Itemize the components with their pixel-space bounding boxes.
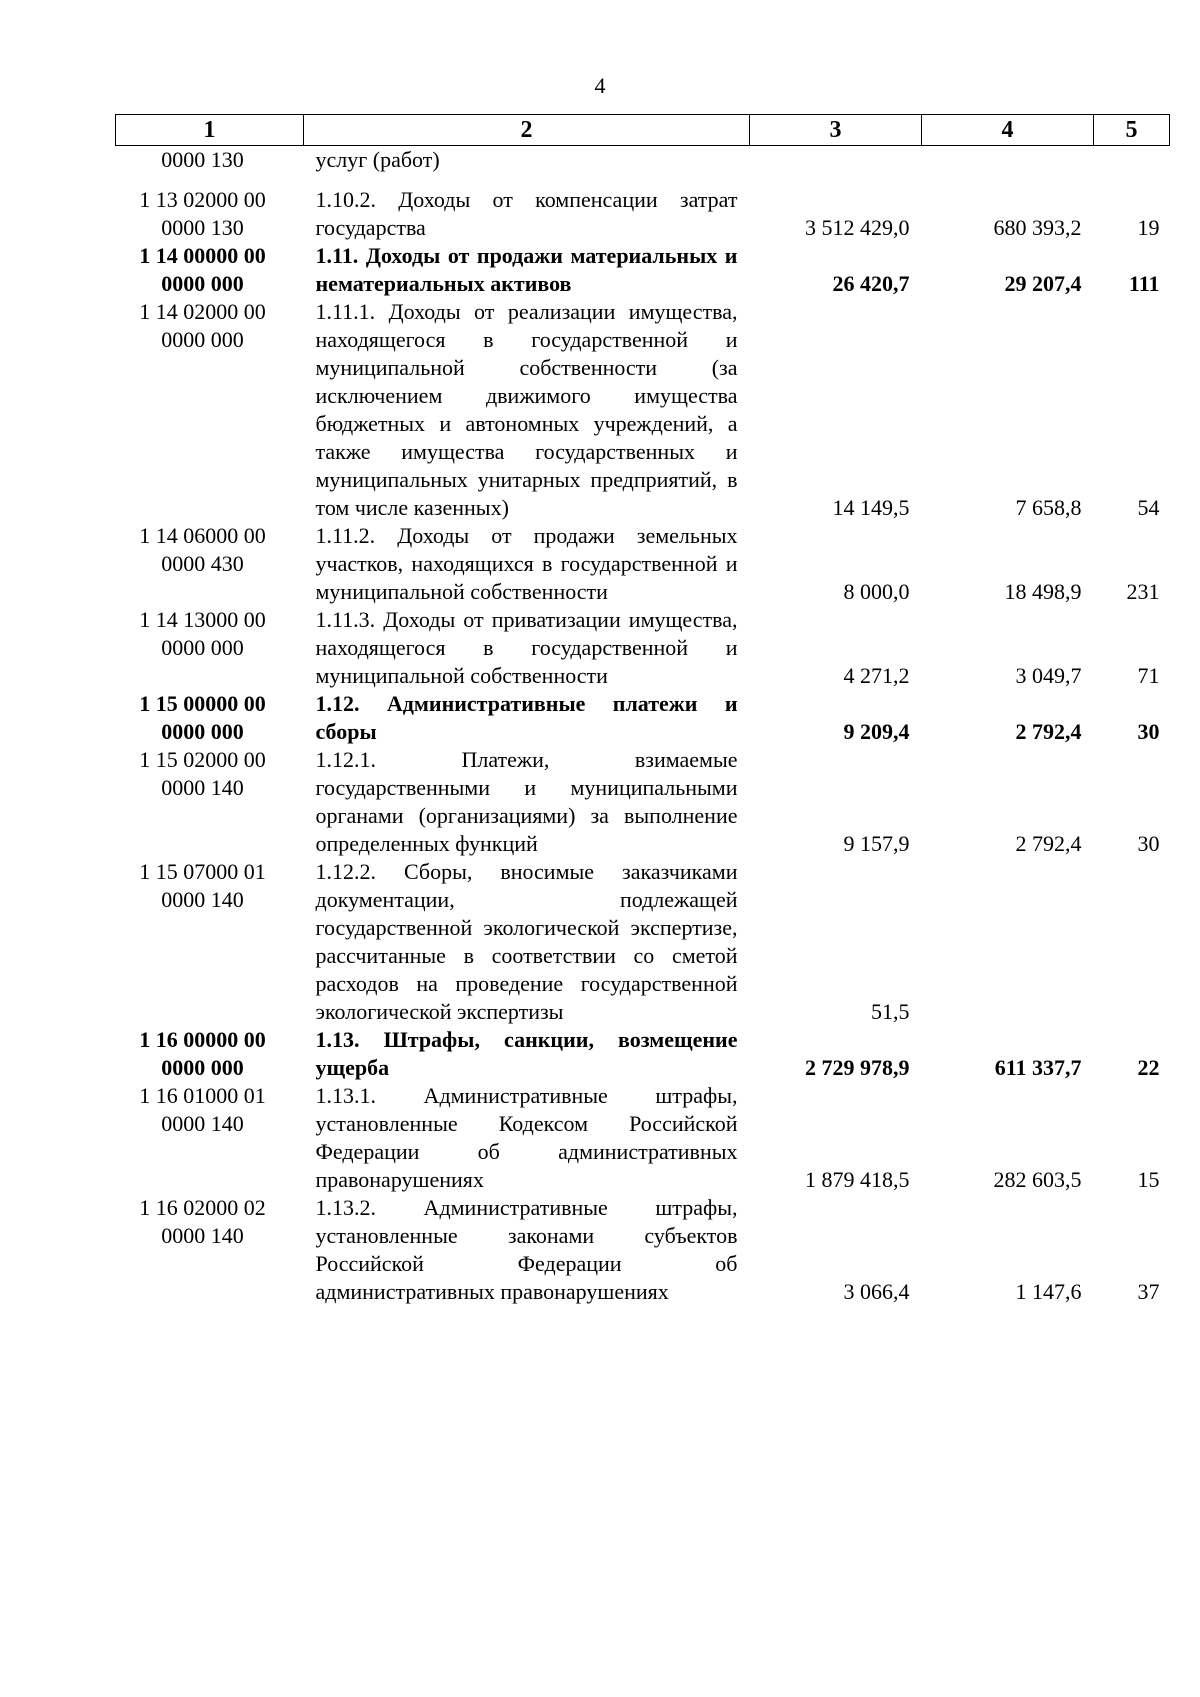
percent-value: [1094, 146, 1170, 187]
actual-value: 29 207,4: [1004, 271, 1082, 296]
plan-value: 2 729 978,9: [805, 1055, 910, 1080]
budget-code: 0000 130: [161, 147, 244, 172]
actual-value: 2 792,4: [1015, 719, 1082, 744]
budget-code: 1 13 02000 00 0000 130: [139, 187, 266, 240]
percent-value: 15: [1137, 1167, 1160, 1192]
revenue-name: услуг (работ): [315, 147, 440, 172]
table-row: [116, 186, 1170, 242]
header-row: [116, 115, 1170, 146]
actual-value: 2 792,4: [1015, 831, 1082, 856]
table-row: [116, 1026, 1170, 1082]
percent-value: 37: [1137, 1279, 1160, 1304]
header-col-1: 1: [116, 115, 304, 146]
percent-value: [1094, 858, 1170, 1026]
percent-value: 22: [1137, 1055, 1160, 1080]
header-col-4: 4: [922, 115, 1094, 146]
percent-value: 30: [1137, 831, 1160, 856]
revenue-name: 1.13.1. Административные штрафы, установленные Кодексом Российской Федерации об административных правонарушениях: [315, 1083, 738, 1192]
budget-code: 1 14 06000 00 0000 430: [139, 523, 266, 576]
budget-code: 1 15 00000 00 0000 000: [139, 691, 266, 744]
revenue-name: 1.11. Доходы от продажи материальных и нематериальных активов: [315, 243, 738, 296]
actual-value: [922, 858, 1094, 1026]
budget-code: 1 14 02000 00 0000 000: [139, 299, 266, 352]
plan-value: 26 420,7: [832, 271, 910, 296]
header-col-3: 3: [750, 115, 922, 146]
revenue-name: 1.12.1. Платежи, взимаемые государственными и муниципальными органами (организациями) за выполнение определенных функций: [315, 747, 738, 856]
table-row: [116, 522, 1170, 606]
revenue-name: 1.13.2. Административные штрафы, установленные законами субъектов Российской Федерации об административных правонарушениях: [315, 1195, 738, 1304]
plan-value: 4 271,2: [843, 663, 910, 688]
table-header: [116, 115, 1170, 146]
header-col-5: 5: [1094, 115, 1170, 146]
actual-value: 7 658,8: [1015, 495, 1082, 520]
percent-value: 231: [1126, 579, 1160, 604]
plan-value: 3 512 429,0: [805, 215, 910, 240]
actual-value: 680 393,2: [993, 215, 1082, 240]
actual-value: 3 049,7: [1015, 663, 1082, 688]
actual-value: 18 498,9: [1004, 579, 1082, 604]
plan-value: 1 879 418,5: [805, 1167, 910, 1192]
table-body: [116, 146, 1170, 1307]
table-row: [116, 146, 1170, 187]
actual-value: 611 337,7: [994, 1055, 1082, 1080]
actual-value: 1 147,6: [1015, 1279, 1082, 1304]
budget-code: 1 14 13000 00 0000 000: [139, 607, 266, 660]
actual-value: [922, 146, 1094, 187]
budget-code: 1 16 00000 00 0000 000: [139, 1027, 266, 1080]
revenue-name: 1.12. Административные платежи и сборы: [315, 691, 738, 744]
plan-value: 3 066,4: [843, 1279, 910, 1304]
table-row: [116, 606, 1170, 690]
percent-value: 54: [1137, 495, 1160, 520]
revenue-name: 1.11.2. Доходы от продажи земельных участков, находящихся в государственной и муниципальной собственности: [315, 523, 738, 604]
plan-value: 14 149,5: [832, 495, 910, 520]
budget-code: 1 14 00000 00 0000 000: [139, 243, 266, 296]
revenue-name: 1.10.2. Доходы от компенсации затрат государства: [315, 187, 738, 240]
plan-value: 9 157,9: [843, 831, 910, 856]
table-row: [116, 690, 1170, 746]
plan-value: 51,5: [871, 999, 910, 1024]
table-row: [116, 1082, 1170, 1194]
budget-code: 1 16 01000 01 0000 140: [139, 1083, 266, 1136]
page-number: 4: [594, 73, 606, 98]
table-row: [116, 858, 1170, 1026]
revenue-name: 1.12.2. Сборы, вносимые заказчиками документации, подлежащей государственной экологической экспертизе, рассчитанные в соответствии со сметой расходов на проведение государственной экологической экспертизы: [315, 859, 738, 1024]
table-row: [116, 298, 1170, 522]
header-col-2: 2: [304, 115, 750, 146]
revenue-name: 1.13. Штрафы, санкции, возмещение ущерба: [315, 1027, 738, 1080]
plan-value: 9 209,4: [843, 719, 910, 744]
percent-value: 71: [1137, 663, 1160, 688]
revenue-table: [115, 114, 1170, 1306]
budget-code: 1 15 07000 01 0000 140: [139, 859, 266, 912]
budget-code: 1 15 02000 00 0000 140: [139, 747, 266, 800]
percent-value: 30: [1137, 719, 1160, 744]
budget-code: 1 16 02000 02 0000 140: [139, 1195, 266, 1248]
revenue-name: 1.11.1. Доходы от реализации имущества, находящегося в государственной и муниципальной собственности (за исключением движимого имущества бюджетных и автономных учреждений, а также имущества государственных и муниципальных унитарных предприятий, в том числе казенных): [315, 299, 738, 520]
table-row: [116, 242, 1170, 298]
revenue-name: 1.11.3. Доходы от приватизации имущества, находящегося в государственной и муниципальной собственности: [315, 607, 738, 688]
plan-value: 8 000,0: [843, 579, 910, 604]
actual-value: 282 603,5: [993, 1167, 1082, 1192]
table-row: [116, 1194, 1170, 1306]
plan-value: [750, 146, 922, 187]
table-row: [116, 746, 1170, 858]
percent-value: 19: [1137, 215, 1160, 240]
percent-value: 111: [1128, 271, 1160, 296]
